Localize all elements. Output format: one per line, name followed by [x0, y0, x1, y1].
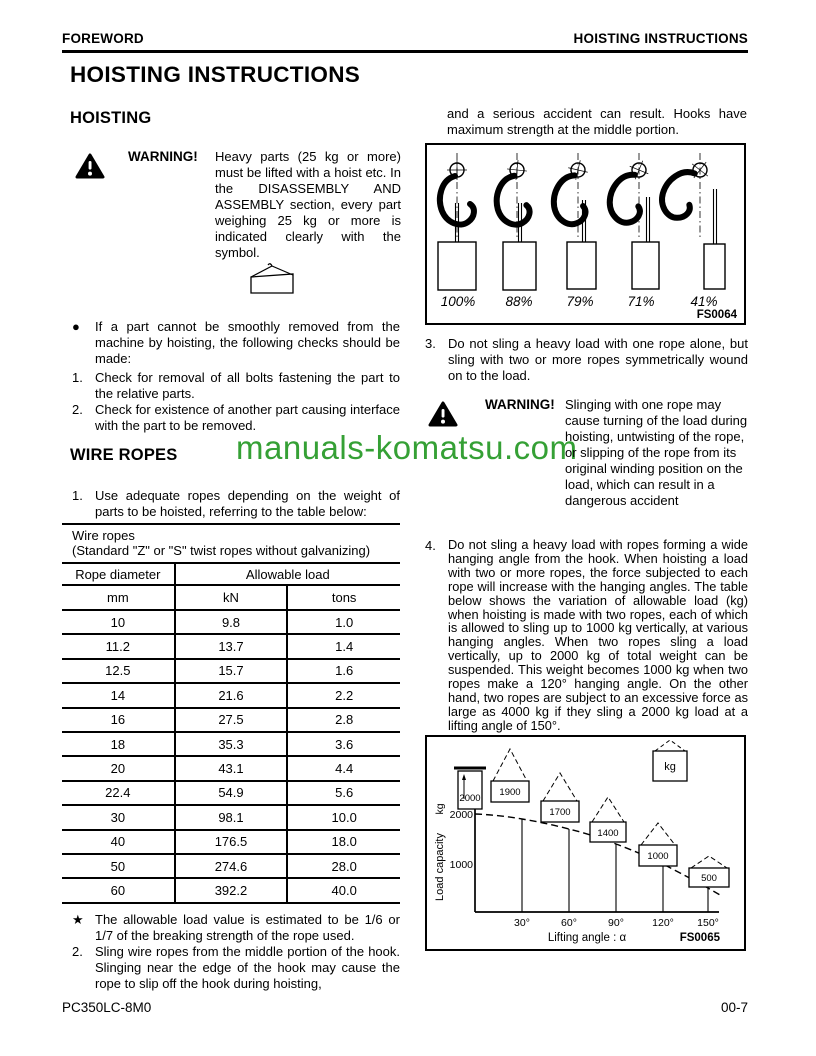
x-axis-tick: 150° — [697, 917, 719, 929]
hooks-figure-drawing — [427, 145, 744, 323]
cell-tons: 18.0 — [287, 830, 400, 854]
list-item — [425, 336, 748, 384]
item-number: 2. — [72, 402, 83, 417]
figure-code: FS0064 — [696, 309, 737, 321]
table-header-row — [62, 563, 400, 585]
item-number: 2. — [72, 944, 83, 959]
cell-mm: 10 — [62, 610, 175, 634]
unit-header: tons — [287, 585, 400, 610]
load-capacity-chart-figure — [425, 735, 746, 951]
x-axis-tick: 60° — [561, 917, 577, 929]
x-axis-tick: 90° — [608, 917, 624, 929]
y-axis-unit: kg — [434, 803, 446, 815]
list-item — [62, 488, 400, 520]
item-text: Sling wire ropes from the middle portion of the hook. Slinging near the edge of the hook may cause the rope to slip off the hook during hoisting, — [95, 944, 400, 991]
header-right: HOISTING INSTRUCTIONS — [573, 31, 748, 46]
cell-mm: 30 — [62, 805, 175, 829]
item-number: 1. — [72, 488, 83, 503]
y-axis-label: Load capacity — [434, 833, 446, 901]
cell-tons: 1.4 — [287, 634, 400, 658]
figure-code: FS0065 — [679, 932, 720, 944]
cell-kn: 274.6 — [175, 854, 288, 878]
load-value-label: 500 — [701, 873, 717, 884]
cell-kn: 392.2 — [175, 878, 288, 902]
load-capacity-chart — [427, 737, 744, 949]
load-value-label: 1900 — [499, 787, 521, 798]
hoist-sling-symbol-icon — [245, 262, 299, 301]
table-row — [62, 610, 400, 634]
cell-tons: 2.8 — [287, 708, 400, 732]
table-caption-line2: (Standard "Z" or "S" twist ropes without galvanizing) — [72, 543, 371, 558]
warning-triangle-icon — [428, 400, 458, 433]
footer-model: PC350LC-8M0 — [62, 1000, 152, 1015]
table-row — [62, 634, 400, 658]
cell-tons: 3.6 — [287, 732, 400, 756]
table-row — [62, 830, 400, 854]
warning-text: Heavy parts (25 kg or more) must be lifted with a hoist etc. In the DISASSEMBLY AND ASSEMBLY section, every part weighing 25 kg or more is indicated clearly with the symbol. — [215, 149, 401, 260]
cell-mm: 50 — [62, 854, 175, 878]
bullet-text: If a part cannot be smoothly removed from the machine by hoisting, the following checks should be made: — [95, 319, 400, 366]
list-item — [62, 402, 400, 434]
warning-text: Slinging with one rope may cause turning of the load during hoisting, untwisting of the rope, or slipping of the rope from its original winding position on the load, which can result in a dangerous accident — [565, 397, 748, 508]
footer-page-number: 00-7 — [720, 1000, 748, 1015]
item-text: Do not sling a heavy load with one rope alone, but sling with two or more ropes symmetrically wound on to the load. — [448, 336, 748, 383]
cell-mm: 14 — [62, 683, 175, 707]
cell-tons: 40.0 — [287, 878, 400, 902]
cell-tons: 4.4 — [287, 756, 400, 780]
cell-mm: 40 — [62, 830, 175, 854]
load-value-label: 1000 — [647, 851, 669, 862]
star-marker: ★ — [72, 912, 84, 927]
warning-label: WARNING! — [128, 149, 198, 164]
cell-kn: 43.1 — [175, 756, 288, 780]
hook-strength-label: 41% — [690, 294, 718, 309]
cell-tons: 2.2 — [287, 683, 400, 707]
y-axis-tick: 2000 — [449, 809, 473, 821]
cell-kn: 176.5 — [175, 830, 288, 854]
load-value-label: 1400 — [597, 828, 619, 839]
table-caption-line1: Wire ropes — [72, 528, 135, 543]
bullet-paragraph — [62, 319, 400, 367]
item-text: Use adequate ropes depending on the weight of parts to be hoisted, referring to the table below: — [95, 488, 400, 519]
warning-block-1 — [62, 148, 400, 263]
cell-mm: 18 — [62, 732, 175, 756]
bullet-marker: ● — [72, 319, 80, 334]
cell-kn: 13.7 — [175, 634, 288, 658]
table-row — [62, 708, 400, 732]
continued-paragraph: and a serious accident can result. Hooks have maximum strength at the middle portion. — [447, 106, 747, 137]
cell-kn: 98.1 — [175, 805, 288, 829]
item-text: Check for existence of another part causing interface with the part to be removed. — [95, 402, 400, 433]
hook-strength-label: 100% — [440, 294, 476, 309]
x-axis-tick: 30° — [514, 917, 530, 929]
cell-tons: 1.0 — [287, 610, 400, 634]
star-note-text: The allowable load value is estimated to be 1/6 or 1/7 of the breaking strength of the rope used. — [95, 912, 400, 943]
cell-tons: 10.0 — [287, 805, 400, 829]
load-value-label: 1700 — [549, 807, 571, 818]
y-axis-tick: 1000 — [449, 859, 473, 871]
unit-header: mm — [62, 585, 175, 610]
star-note — [62, 912, 400, 944]
cell-kn: 21.6 — [175, 683, 288, 707]
cell-mm: 20 — [62, 756, 175, 780]
hooks-strength-figure — [425, 143, 746, 325]
column-header: Rope diameter — [62, 563, 175, 585]
hook-strength-label: 88% — [505, 294, 533, 309]
cell-tons: 28.0 — [287, 854, 400, 878]
page-header — [62, 31, 748, 53]
cell-mm: 12.5 — [62, 659, 175, 683]
table-row — [62, 854, 400, 878]
header-left: FOREWORD — [62, 31, 144, 46]
cell-kn: 54.9 — [175, 781, 288, 805]
section-heading-hoisting: HOISTING — [70, 109, 152, 127]
cell-tons: 1.6 — [287, 659, 400, 683]
cell-mm: 16 — [62, 708, 175, 732]
list-item — [425, 538, 748, 733]
table-row — [62, 805, 400, 829]
cell-mm: 60 — [62, 878, 175, 902]
list-item — [62, 944, 400, 992]
x-axis-label: Lifting angle : α — [547, 932, 627, 944]
cell-kn: 27.5 — [175, 708, 288, 732]
page-title: HOISTING INSTRUCTIONS — [70, 62, 361, 87]
cell-mm: 11.2 — [62, 634, 175, 658]
kg-unit-box-label: kg — [664, 761, 676, 773]
table-caption-row — [62, 524, 400, 563]
table-subheader-row — [62, 585, 400, 610]
table-row — [62, 756, 400, 780]
hook-strength-label: 79% — [566, 294, 594, 309]
table-row — [62, 683, 400, 707]
wire-rope-table — [62, 523, 400, 904]
warning-triangle-icon — [75, 152, 105, 185]
table-row — [62, 781, 400, 805]
item-text: Check for removal of all bolts fastening the part to the relative parts. — [95, 370, 400, 401]
warning-block-2 — [425, 396, 748, 528]
item-number: 4. — [425, 538, 436, 553]
list-item — [62, 370, 400, 402]
column-header: Allowable load — [175, 563, 400, 585]
cell-mm: 22.4 — [62, 781, 175, 805]
page-footer — [62, 1000, 748, 1015]
load-value-label: 2000 — [459, 793, 481, 804]
table-row — [62, 878, 400, 902]
cell-tons: 5.6 — [287, 781, 400, 805]
hook-strength-label: 71% — [627, 294, 655, 309]
item-text: Do not sling a heavy load with ropes forming a wide hanging angle from the hook. When hoisting a load with two or more ropes, the force subjected to each rope will increase with the hanging angles. The table below shows the variation of allowable load (kg) when hoisting is made with two ropes, each of which is allowed to sling up to 1000 kg vertically, at various hanging angles. When two ropes sling a load vertically, up to 2000 kg of total weight can be suspended. This weight becomes 1000 kg when two ropes make a 120° hanging angle. On the other hand, two ropes are subject to an excessive force as large as 4000 kg if they sling a 2000 kg load at a lifting angle of 150°. — [448, 537, 748, 733]
section-heading-wire-ropes: WIRE ROPES — [70, 446, 178, 464]
cell-kn: 35.3 — [175, 732, 288, 756]
table-row — [62, 659, 400, 683]
cell-kn: 15.7 — [175, 659, 288, 683]
item-number: 1. — [72, 370, 83, 385]
watermark: manuals-komatsu.com — [236, 429, 578, 466]
warning-label: WARNING! — [485, 397, 555, 412]
cell-kn: 9.8 — [175, 610, 288, 634]
item-number: 3. — [425, 336, 436, 351]
unit-header: kN — [175, 585, 288, 610]
table-row — [62, 732, 400, 756]
x-axis-tick: 120° — [652, 917, 674, 929]
